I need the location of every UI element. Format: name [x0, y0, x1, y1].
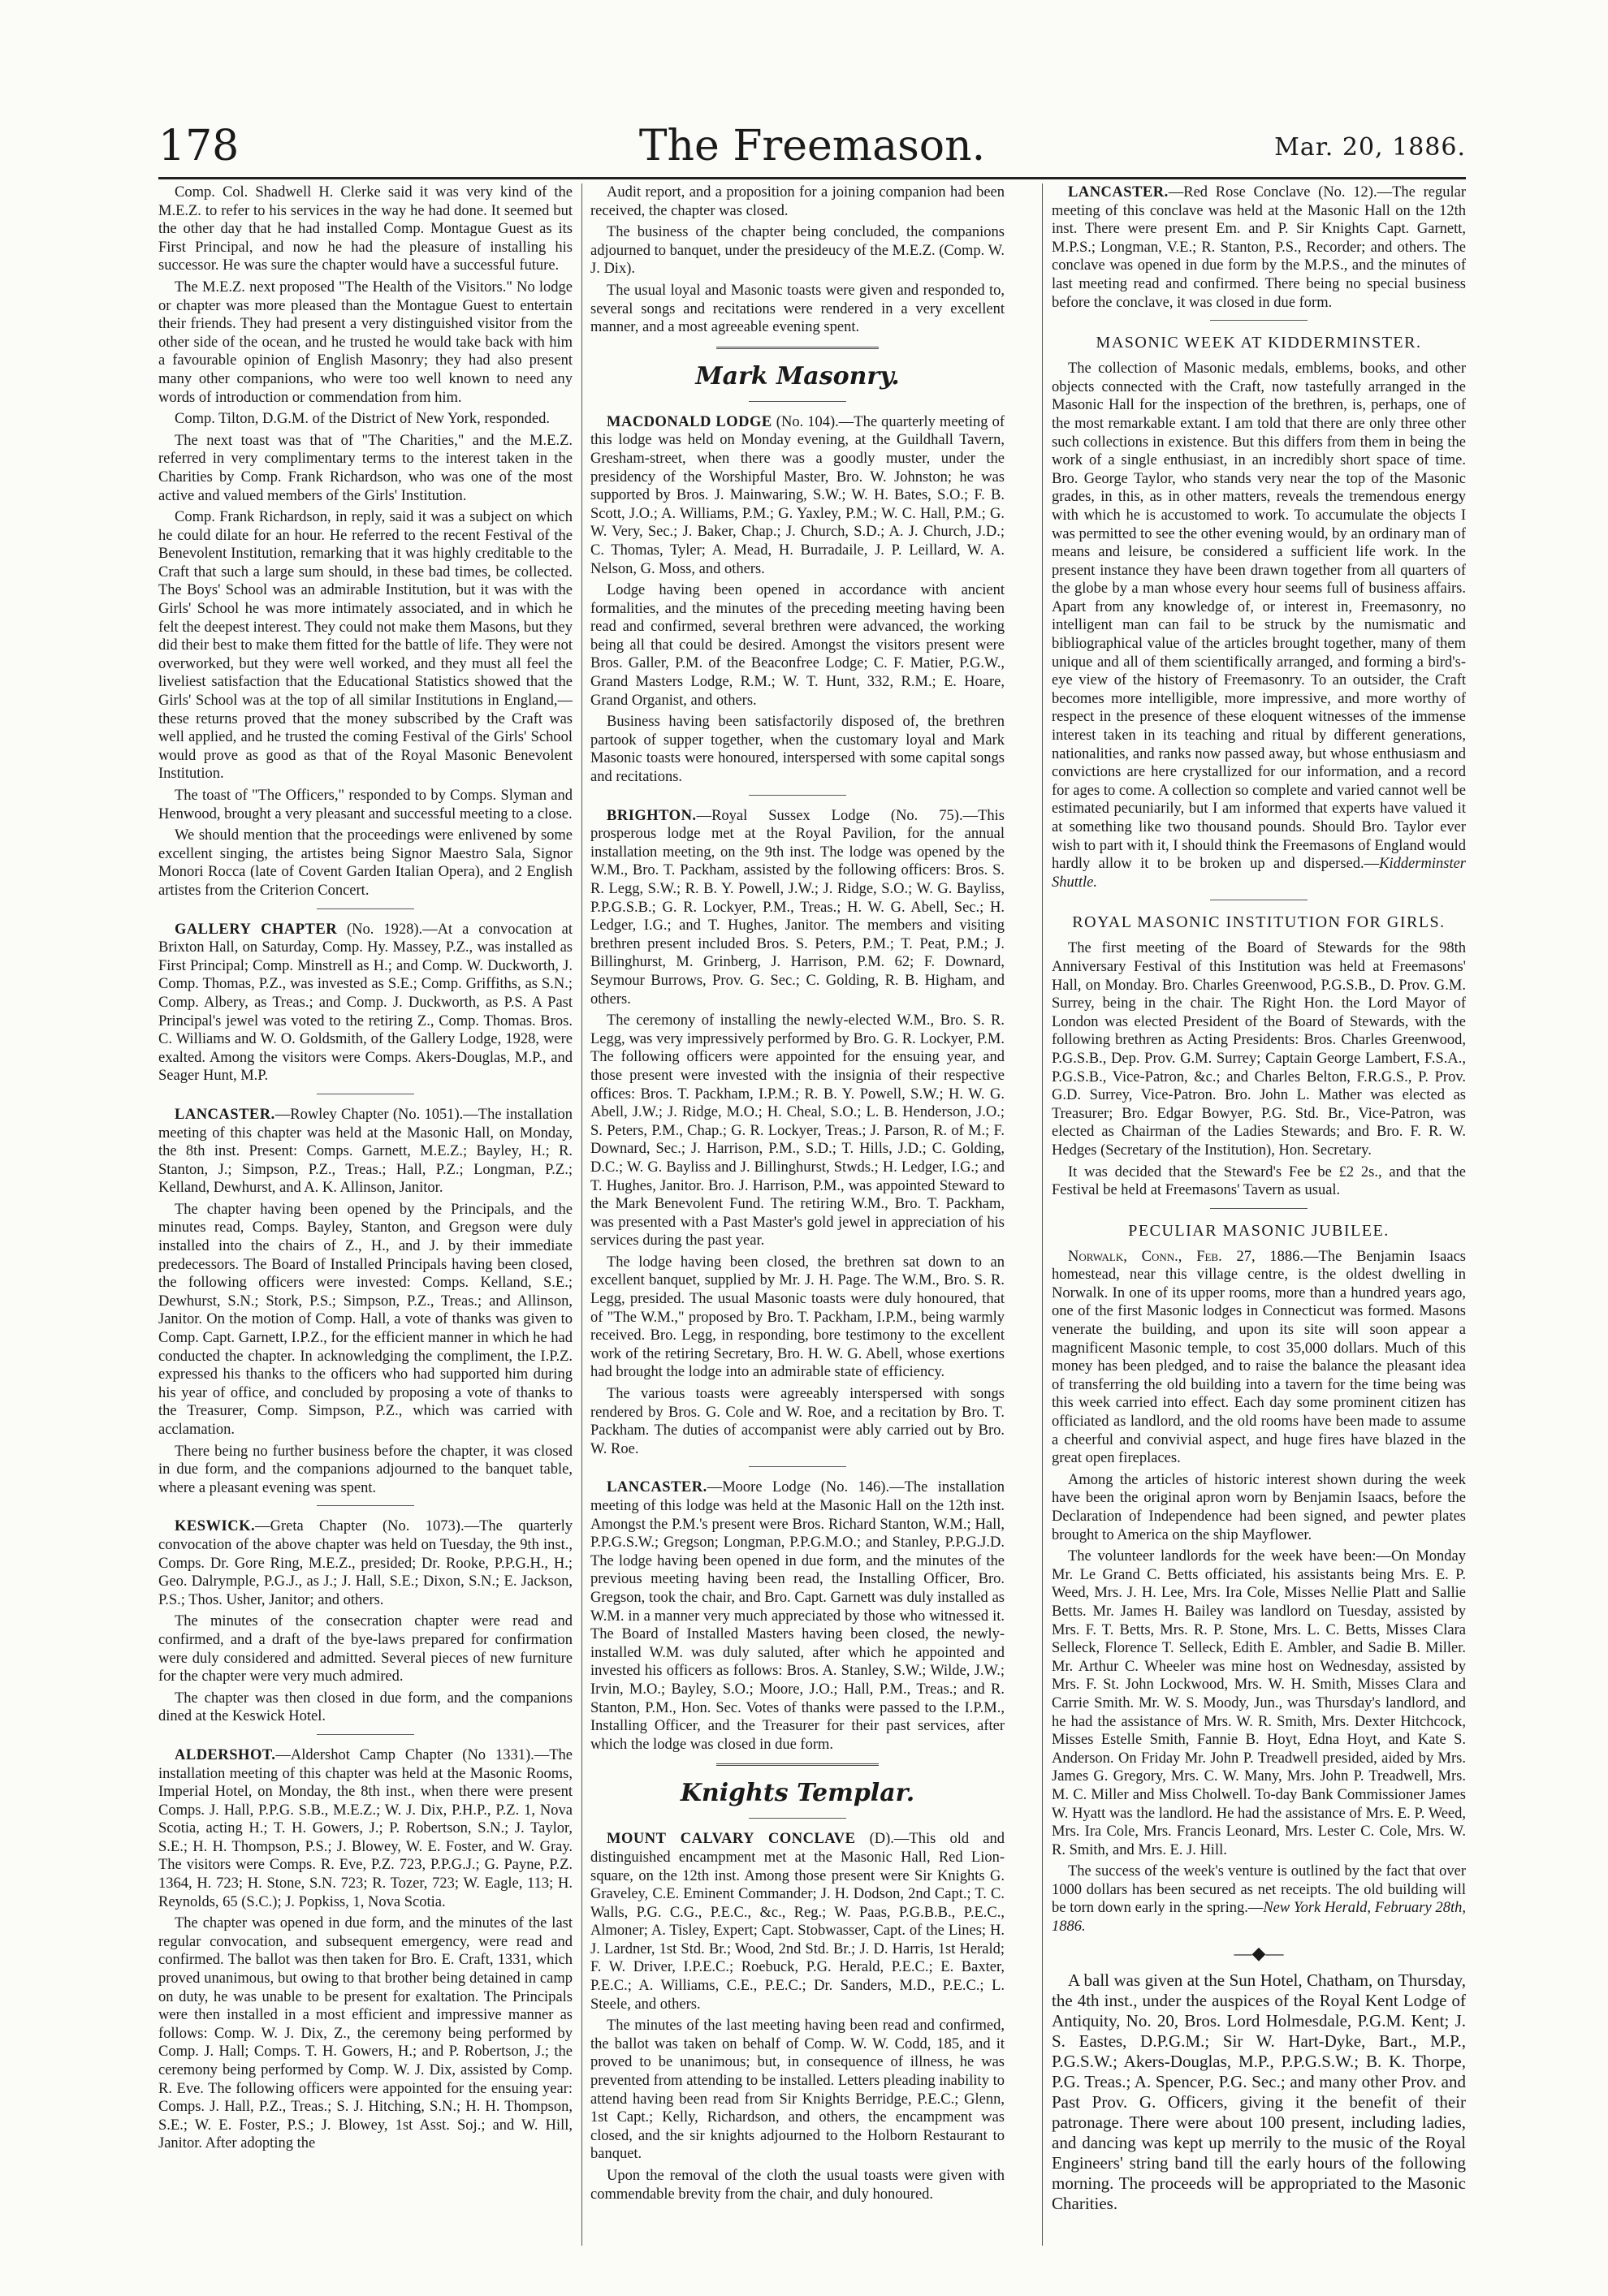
column-3: [1052, 183, 1466, 2262]
paragraph: The next toast was that of "The Charities," and the M.E.Z. referred in very complimentary terms to the interest taken in the Charities by Comp. Frank Richardson, who was one of the most active and valued members of the Girls' Institution.: [158, 432, 573, 504]
paragraph: The M.E.Z. next proposed "The Health of the Visitors." No lodge or chapter was more pleased than the Montague Guest to entertain their friends. They had present a very distinguished visitor from the other side of the ocean, and he trusted he would take back with him a favourable opinion of English Masonry; they had also present many other companions, who were too well known to need any words of introduction or commendation from him.: [158, 278, 573, 406]
column-2: [590, 183, 1005, 2262]
newspaper-title: The Freemason.: [638, 122, 986, 170]
paragraph: Comp. Col. Shadwell H. Clerke said it was very kind of the M.E.Z. to refer to his services in the way he had done. It seemed but the other day that he had installed Comp. Montague Guest as its First Principal, and now he had the pleasure of installing his successor. He was sure the chapter would have a successful future.: [158, 184, 573, 274]
article-heading: MOUNT CALVARY CONCLAVE: [607, 1831, 856, 1848]
paragraph: The chapter having been opened by the Principals, and the minutes read, Comps. Bayley, Stanton, and Gregson were duly installed into the chairs of Z., H., and J. by their immediate predecessors. The Board of Installed Principals having been closed, the following officers were invested: Comps. Kelland, S.E.; Dewhurst, S.N.; Stork, P.S.; Simpson, P.Z., Treas.; and Allinson, Janitor. On the motion of Comp. Hall, a vote of thanks was given to Comp. Capt. Garnett, I.P.Z., for the efficient manner in which he had conducted the chapter. In acknowledging the compliment, the I.P.Z. expressed his thanks to the officers who had supported him during his year of office, and concluded by proposing a vote of thanks to the Treasurer, Comp. Simpson, P.Z., which was carried with acclamation.: [158, 1201, 573, 1438]
column-divider: [1042, 183, 1043, 2246]
article-heading: LANCASTER.: [175, 1106, 275, 1123]
headline-royal-masonic-institution: ROYAL MASONIC INSTITUTION FOR GIRLS.: [1072, 913, 1446, 932]
paragraph: It was decided that the Steward's Fee be £2 2s., and that the Festival be held at Freemasons' Tavern as usual.: [1052, 1163, 1466, 1199]
column-1: [158, 183, 573, 2262]
article-text: The collection of Masonic medals, emblems, books, and other objects connected with the Craft, now tastefully arranged in the Masonic Hall for the inspection of the brethren, is, perhaps, one of the most remarkable extant. I am told that there are only three other such collections in existence. But this differs from them in being the work of a single enthusiast, in an incredibly short space of time. Bro. George Taylor, who stands very near the top of the Masonic grades, in this, as in other matters, reveals the tremendous energy with which he is accustomed to work. To accumulate the objects I was permitted to see the other evening would, by an ordinary man of means and leisure, be considered a sufficient life work. In the present instance they have been drawn together from all quarters of the globe by a man whose every hour seems full of business affairs. Apart from any knowledge of, or interest in, Freemasonry, no intelligent man can fail to be struck by the numismatic and bibliographical value of the articles brought together, many of them unique and all of them scientifically arranged, and forming a bird's-eye view of the history of Freemasonry. To an outsider, the Craft becomes more intelligible, more impressive, and more worthy of respect in the presence of these eloquent witnesses of the immense interest taken in its teaching and ritual by different generations, nationalities, and ranks now passed away, but whose enthusiasm and convictions are here crystallized for our information, and a record for ages to come. A collection so complete and varied cannot well be estimated pecuniarily, but I am informed that experts have valued it at something like two thousand pounds. Should Bro. Taylor ever wish to part with it, I should think the Freemasons of England would hardly allow it to be broken up and dispersed.—: [1052, 360, 1466, 873]
paragraph: The usual loyal and Masonic toasts were given and responded to, several songs and recitations were rendered in a very excellent manner, and a most agreeable evening spent.: [590, 282, 1005, 336]
article-keswick: [158, 1517, 573, 1609]
issue-date: Mar. 20, 1886.: [1274, 133, 1466, 162]
article-aldershot: [158, 1746, 573, 1911]
paragraph: The various toasts were agreeably interspersed with songs rendered by Bros. G. Cole and W. Roe, and a recitation by Bro. T. Packham. The duties of accompanist were ably carried out by Bro. W. Roe.: [590, 1386, 1005, 1457]
masthead: [158, 120, 1466, 172]
article-heading: LANCASTER.: [1068, 184, 1169, 201]
headline-peculiar-jubilee: PECULIAR MASONIC JUBILEE.: [1128, 1221, 1390, 1240]
article-lancaster-rowley: [158, 1106, 573, 1198]
article-lancaster-moore: [590, 1478, 1005, 1754]
divider: [716, 1763, 879, 1767]
divider: [317, 1505, 414, 1506]
divider: [749, 795, 846, 796]
article-text: (No. 1928).—At a convocation at Brixton Hall, on Saturday, Comp. Hy. Massey, P.Z., was installed as First Principal; Comp. Minstrell as H.; and Comp. W. Duckworth, J. Comp. Thomas, P.Z., was invested as S.E.; Comp. Griffiths, as S.N.; Comp. Albery, as Treas.; and Comp. J. Duckworth, as P.S. A Past Principal's jewel was voted to the retiring Z., Comp. Thomas. Bros. C. Williams and W. O. Goldsmith, of the Gallery Lodge, 1928, were exalted. Among the visitors were Comps. Akers-Douglas, M.P., and Seager Hunt, M.P.: [158, 921, 573, 1085]
article-text: —The Benjamin Isaacs homestead, near this village centre, is the oldest dwelling in Norwalk. In one of its upper rooms, more than a hundred years ago, one of the first Masonic lodges in Connecticut was formed. Masons venerate the building, and upon its site will soon appear a magnificent Masonic temple, to cost 35,000 dollars. Much of this money has been pledged, and to raise the balance the pleasant idea of transferring the old building into a tavern for the time being was this week carried into effect. Each day some prominent citizen has officiated as landlord, and the old rooms have been made to assume a cheerful and convivial aspect, and huge fires have blazed in the great open fireplaces.: [1052, 1248, 1466, 1467]
paragraph: [1052, 360, 1466, 891]
article-text: The success of the week's venture is outlined by the fact that over 1000 dollars has been secured as net receipts. The old building will be torn down early in the spring.—: [1052, 1863, 1466, 1917]
divider: [317, 1734, 414, 1735]
article-text: —Greta Chapter (No. 1073).—The quarterly convocation of the above chapter was held on Tuesday, the 9th inst., Comps. Dr. Gore Ring, M.E.Z., presided; Dr. Rooke, P.P.G.H., H.; Geo. Dalrymple, P.G.J., as J.; J. Hall, S.E.; Dixon, S.N.; E. Jackson, P.S.; Thos. Usher, Janitor; and others.: [158, 1518, 573, 1608]
paragraph: The lodge having been closed, the brethren sat down to an excellent banquet, supplied by Mr. J. H. Page. The W.M., Bro. S. R. Legg, presided. The usual Masonic toasts were duly honoured, that of "The W.M.," proposed by Bro. T. Packham, I.P.M., being warmly received. Bro. Legg, in responding, bore testimony to the excellent work of the retiring Secretary, Bro. H. W. G. Abell, whose exertions had brought the lodge into an admirable state of efficiency.: [590, 1254, 1005, 1381]
divider: [749, 401, 846, 402]
paragraph: The toast of "The Officers," responded to by Comps. Slyman and Henwood, brought a very pleasant and successful meeting to a close.: [158, 788, 573, 822]
page-number: 178: [158, 122, 240, 170]
paragraph: We should mention that the proceedings were enlivened by some excellent singing, the artistes being Signor Maestro Sala, Signor Monori Rocca (late of Covent Garden Italian Opera), and 2 English artistes from the Criterion Concert.: [158, 827, 573, 899]
divider: [749, 1466, 846, 1467]
article-text: —Rowley Chapter (No. 1051).—The installation meeting of this chapter was held at the Masonic Hall, on Monday, the 8th inst. Present: Comps. Garnett, M.E.Z.; Bayley, H.; R. Stanton, J.; Simpson, P.Z., Treas.; Hall, P.Z.; Longman, P.Z.; Kelland, Dewhurst, and A. K. Allinson, Janitor.: [158, 1106, 573, 1197]
article-gallery-chapter: [158, 921, 573, 1085]
source-credit: New York Herald, February 28th, 1886.: [1052, 1900, 1466, 1936]
article-heading: KESWICK.: [175, 1518, 256, 1535]
section-title-knights-templar: Knights Templar.: [680, 1779, 915, 1808]
column-divider: [581, 183, 582, 2246]
dateline: Norwalk, Conn., Feb. 27, 1886.: [1068, 1248, 1304, 1265]
paragraph-ball: A ball was given at the Sun Hotel, Chatham, on Thursday, the 4th inst., under the auspices of the Royal Kent Lodge of Antiquity, No. 20, Bros. Lord Holmesdale, P.G.M. Kent; J. S. Eastes, D.P.G.M.; Sir W. Hart-Dyke, Bart., M.P., P.G.S.W.; Akers-Douglas, M.P., P.P.G.S.W.; B. K. Thorpe, P.G. Treas.; A. Spencer, P.G. Sec.; and many other Prov. and Past Prov. G. Officers, giving it the benefit of their patronage. There were about 100 present, including ladies, and dancing was kept up merrily to the music of the Royal Engineers' string band till the early hours of the following morning. The proceeds will be appropriated to the Masonic Charities.: [1052, 1970, 1466, 2214]
paragraph: The first meeting of the Board of Stewards for the 98th Anniversary Festival of this Institution was held at Freemasons' Hall, on Monday. Bro. Charles Greenwood, P.G.S.B., D. Prov. G.M. Surrey, being in the chair. The Right Hon. the Lord Mayor of London was elected President of the Board of Stewards, with the following brethren as Acting Presidents: Bros. Charles Greenwood, P.G.S.B., Dep. Prov. G.M. Surrey; Captain George Lambert, F.S.A., P.G.S.B., Vice-Patron, &c.; and Charles Belton, F.R.G.S., P. Prov. G.D. Surrey, Vice-Patron. Bro. John L. Mather was elected as Treasurer; Bro. Edgar Bowyer, P.G. Std. Br., Vice-Patron, was elected as Chairman of the Ladies Stewards; and Bro. F. R. W. Hedges (Secretary of the Institution), Hon. Secretary.: [1052, 940, 1466, 1159]
paragraph: Comp. Tilton, D.G.M. of the District of New York, responded.: [175, 411, 550, 428]
paragraph: The minutes of the last meeting having been read and confirmed, the ballot was taken on behalf of Comp. W. W. Codd, 185, and it proved to be unanimous; but, in consequence of illness, he was prevented from attending to be installed. Letters pleading inability to attend having been read from Sir Knights Berridge, P.E.C.; Glenn, 1st Capt.; Kelly, Richardson, and others, the encampment was closed, and the sir knights adjourned to the Holborn Restaurant to banquet.: [590, 2018, 1005, 2163]
divider: [716, 347, 879, 351]
divider: [749, 1818, 846, 1819]
masthead-rule: [158, 177, 1466, 179]
article-heading: ALDERSHOT.: [175, 1746, 276, 1763]
paragraph: Lodge having been opened in accordance with ancient formalities, and the minutes of the preceding meeting having been read and confirmed, several brethren were advanced, the working being all that could be desired. Amongst the visitors present were Bros. Galler, P.M. of the Beaconfree Lodge; C. F. Matier, P.G.W., Grand Masters Lodge, R.M.; W. T. Hunt, 332, R.M.; E. Hoare, Grand Organist, and others.: [590, 582, 1005, 709]
paragraph: The chapter was opened in due form, and the minutes of the last regular convocation, and subsequent emergency, were read and confirmed. The ballot was then taken for Bro. E. Craft, 1331, which proved unanimous, but owing to that brother being detained in camp on duty, he was unable to be present for exaltation. The Principals were then installed in a most efficient and impressive manner as follows: Comp. W. J. Dix, Z., the ceremony being performed by Comp. J. Hall; Comps. T. H. Gowers, H.; and P. Robertson, J.; the ceremony being performed by Comp. W. J. Dix, assisted by Comp. R. Eve. The following officers were appointed for the ensuing year: Comps. J. Hall, P.Z., Treas.; S. J. Hitching, S.N.; H. H. Thompson, S.E.; W. E. Foster, P.S.; J. Blowey, 1st Asst. Soj.; and W. Hill, Janitor. After adopting the: [158, 1915, 573, 2152]
article-text: —Aldershot Camp Chapter (No 1331).—The installation meeting of this chapter was held at the Masonic Rooms, Imperial Hotel, on Monday, the 8th inst., when there were present Comps. J. Hall, P.P.G. S.B., M.E.Z.; W. J. Dix, P.H.P., P.Z. 1, Nova Scotia, acting H.; T. H. Gowers, J.; P. Robertson, S.N.; J. Taylor, S.E.; H. H. Thompson, P.S.; J. Blowey, W. E. Foster, and W. Gray. The visitors were Comps. R. Eve, P.Z. 723, P.P.G.J.; G. Payne, P.Z. 1364, H. 723; H. Stone, S.N. 723; R. Tozer, 723; W. Eagle, 113; H. Reynolds, 65 (S.C.); J. Popkiss, 1, Nova Scotia.: [158, 1746, 573, 1910]
article-macdonald-lodge: [590, 413, 1005, 578]
paragraph: Audit report, and a proposition for a joining companion had been received, the chapter was closed.: [590, 184, 1005, 219]
article-mount-calvary: [590, 1830, 1005, 2013]
divider: [317, 908, 414, 909]
source-credit: Kidderminster Shuttle.: [1052, 856, 1466, 891]
article-text: (No. 104).—The quarterly meeting of this lodge was held on Monday evening, at the Guildhall Tavern, Gresham-street, when there was a goodly muster, under the presidency of the Worshipful Master, Bro. W. Johnston; he was supported by Bros. J. Mainwaring, S.W.; W. H. Bates, S.O.; F. B. Scott, J.O.; A. Williams, P.M.; G. Yaxley, P.M.; W. C. Hall, P.M.; G. W. Very, Sec.; J. Baker, Chap.; J. Church, S.D.; A. J. Church, J.D.; C. Thomas, Tyler; A. Mead, H. Burradaile, J. P. Leillard, W. A. Nelson, G. Moss, and others.: [590, 413, 1005, 577]
paragraph: [1052, 1862, 1466, 1936]
paragraph: The chapter was then closed in due form, and the companions dined at the Keswick Hotel.: [158, 1690, 573, 1725]
article-heading: BRIGHTON.: [607, 807, 697, 824]
divider: [1210, 320, 1308, 321]
paragraph: The business of the chapter being concluded, the companions adjourned to banquet, under the presideucy of the M.E.Z. (Comp. W. J. Dix).: [590, 224, 1005, 278]
article-text: —Red Rose Conclave (No. 12).—The regular meeting of this conclave was held at the Masonic Hall on the 12th inst. There were present Em. and P. Sir Knights Capt. Garnett, M.P.S.; Longman, V.E.; R. Stanton, P.S., Recorder; and others. The conclave was opened in due form by the M.P.S., and the minutes of last meeting read and confirmed. There being no special business before the conclave, it was closed in due form.: [1052, 184, 1466, 311]
paragraph: The volunteer landlords for the week have been:—On Monday Mr. Le Grand C. Betts officiated, his assistants being Mrs. E. P. Weed, Mrs. J. H. Lee, Mrs. Ira Cole, Misses Nellie Platt and Sallie Betts. Mr. James H. Bailey was landlord on Tuesday, assisted by Mrs. F. T. Betts, Mrs. R. P. Stone, Mrs. L. C. Betts, Misses Clara Selleck, Florence T. Selleck, Edith E. Ambler, and Sadie B. Miller. Mr. Arthur C. Wheeler was mine host on Wednesday, assisted by Mrs. F. St. John Lockwood, Mrs. W. H. Smith, Misses Clara and Carrie Smith. Mr. W. S. Moody, Jun., was Thursday's landlord, and he had the assistance of Mrs. W. R. Smith, Mrs. Dexter Hitchcock, Misses Estelle Smith, Fannie B. Hoyt, Edna Hoyt, and Kate S. Anderson. On Friday Mr. John P. Treadwell presided, aided by Mrs. James G. Gregory, Mrs. C. W. Many, Mrs. John P. Treadwell, Mrs. M. C. Miller and Miss Cholwell. To-day Bank Commissioner James W. Hyatt was the landlord. He had the assistance of Mrs. E. P. Weed, Mrs. Ira Cole, Mrs. Francis Leonard, Mrs. Lester C. Cole, Mrs. W. R. Smith, and Mrs. E. J. Hill.: [1052, 1548, 1466, 1858]
divider: [1210, 1208, 1308, 1209]
paragraph: The minutes of the consecration chapter were read and confirmed, and a draft of the bye-laws prepared for confirmation were duly considered and admitted. Several pieces of new furniture for the chapter were very much admired.: [158, 1613, 573, 1685]
paragraph: Among the articles of historic interest shown during the week have been the original apron worn by Benjamin Isaacs, before the Declaration of Independence had been signed, and pewter plates brought to America on the ship Mayflower.: [1052, 1471, 1466, 1543]
paragraph: Upon the removal of the cloth the usual toasts were given with commendable brevity from the chair, and duly honoured.: [590, 2168, 1005, 2203]
headline-kidderminster: MASONIC WEEK AT KIDDERMINSTER.: [1096, 334, 1422, 352]
article-heading: LANCASTER.: [607, 1479, 707, 1496]
article-brighton: [590, 807, 1005, 1009]
article-text: —Moore Lodge (No. 146).—The installation meeting of this lodge was held at the Masonic Hall on the 12th inst. Amongst the P.M.'s present were Bros. Richard Stanton, W.M.; Hall, P.P.G.S.W.; Gregson; Longman, P.P.G.M.O.; and Stanley, P.P.G.J.D. The lodge having been opened in due form, and the minutes of the previous meeting having been read, the Installing Officer, Bro. Gregson, took the chair, and Bro. Capt. Garnett was duly installed as W.M. in a manner very much appreciated by those who witnessed it. The Board of Installed Masters having been closed, the newly-installed W.M. was duly saluted, after which he appointed and invested his officers as follows: Bros. A. Stanley, S.W.; Wilde, J.W.; Irvin, M.O.; Bayley, S.O.; Moore, J.O.; Hall, P.M., Treas.; and R. Stanton, P.M., Hon. Sec. Votes of thanks were passed to the I.P.M., Installing Officer, and the Treasurer for their past services, after which the lodge was closed in due form.: [590, 1479, 1005, 1753]
paragraph: There being no further business before the chapter, it was closed in due form, and the companions adjourned to the banquet table, where a pleasant evening was spent.: [158, 1443, 573, 1496]
article-heading: GALLERY CHAPTER: [175, 921, 338, 938]
article-text: —Royal Sussex Lodge (No. 75).—This prosperous lodge met at the Royal Pavilion, for the annual installation meeting, on the 9th inst. The lodge was opened by the W.M., Bro. T. Packham, assisted by the following officers: Bros. S. R. Legg, S.W.; R. B. Y. Powell, J.W.; J. Ridge, S.O.; W. G. Bayliss, P.P.G.S.B.; G. R. Lockyer, P.M., Treas.; H. W. G. Abell, Sec.; H. Ledger, I.G.; and T. Hughes, Janitor. The members and visiting brethren present included Bros. S. Peters, P.M.; T. Peat, P.M.; J. Billinghurst, M. Grinberg, J. Harrison, P.M. 62; F. Downard, Seymour Burrows, Prov. G. Sec.; C. Golding, R. B. Higham, and others.: [590, 807, 1005, 1008]
article-text: (D).—This old and distinguished encampment met at the Masonic Hall, Red Lion-square, on the 12th inst. Among those present were Sir Knights G. Graveley, C.E. Eminent Commander; J. H. Dodson, 2nd Capt.; T. C. Walls, P.G. C.G., P.E.C., &c., Reg.; W. Paas, P.G.B.B., P.E.C., Almoner; A. Tisley, Expert; Capt. Stobwasser, Capt. of the Lines; H. J. Lardner, 1st Std. Br.; Wood, 2nd Std. Br.; J. D. Harris, 1st Herald; F. W. Driver, I.P.E.C.; Roebuck, P.G. Herald, P.E.C.; E. Baxter, P.E.C.; A. Williams, C.E., P.E.C.; Dr. Sanders, M.D., P.E.C.; L. Steele, and others.: [590, 1831, 1005, 2013]
paragraph: Comp. Frank Richardson, in reply, said it was a subject on which he could dilate for an hour. He referred to the recent Festival of the Benevolent Institution, remarking that it was highly creditable to the Craft that such a large sum should, in these bad times, be collected. The Boys' School was an admirable Institution, but it was with the Girls' School he was more intimately associated, and in which he felt the deepest interest. They could not make them Masons, but they did their best to make them fitted for the battle of life. They were not overworked, but they were well worked, and they must all feel the liveliest satisfaction that the Educational Statistics showed that the Girls' School was at the top of all similar Institutions in England,—these returns proved that the money subscribed by the Craft was well applied, and he trusted the coming Festival of the Girls' School would prove as good as that of the Royal Masonic Benevolent Institution.: [158, 509, 573, 783]
article-red-rose: [1052, 183, 1466, 312]
paragraph: Business having been satisfactorily disposed of, the brethren partook of supper together, when the customary loyal and Mark Masonic toasts were honoured, interspersed with some capital songs and recitations.: [590, 714, 1005, 786]
paragraph: [1052, 1248, 1466, 1468]
paragraph: The ceremony of installing the newly-elected W.M., Bro. S. R. Legg, was very impressively performed by Bro. G. R. Lockyer, P.M. The following officers were appointed for the ensuing year, and those present were invested with the insignia of their respective offices: Bros. T. Packham, I.P.M.; R. B. Y. Powell, S.W.; H. W. G. Abell, J.W.; J. Ridge, M.O.; H. Cheal, S.O.; L. B. Henderson, J.O.; S. Peters, P.M., Chap.; G. R. Lockyer, Treas.; J. Parson, R. of M.; F. Downard, Sec.; J. Harrison, P.M., S.D.; T. Hills, J.D.; C. Golding, D.C.; W. G. Bayliss and J. Billinghurst, Stwds.; H. Ledger, I.G.; and T. Hughes, Janitor. Bro. J. Harrison, P.M., was appointed Steward to the Mark Benevolent Fund. The retiring W.M., Bro. T. Packham, was presented with a Past Master's gold jewel in appreciation of his services during the past year.: [590, 1012, 1005, 1249]
ornament-divider: —◆—: [1234, 1942, 1284, 1963]
article-heading: MACDONALD LODGE: [607, 413, 772, 430]
section-title-mark-masonry: Mark Masonry.: [695, 361, 900, 391]
